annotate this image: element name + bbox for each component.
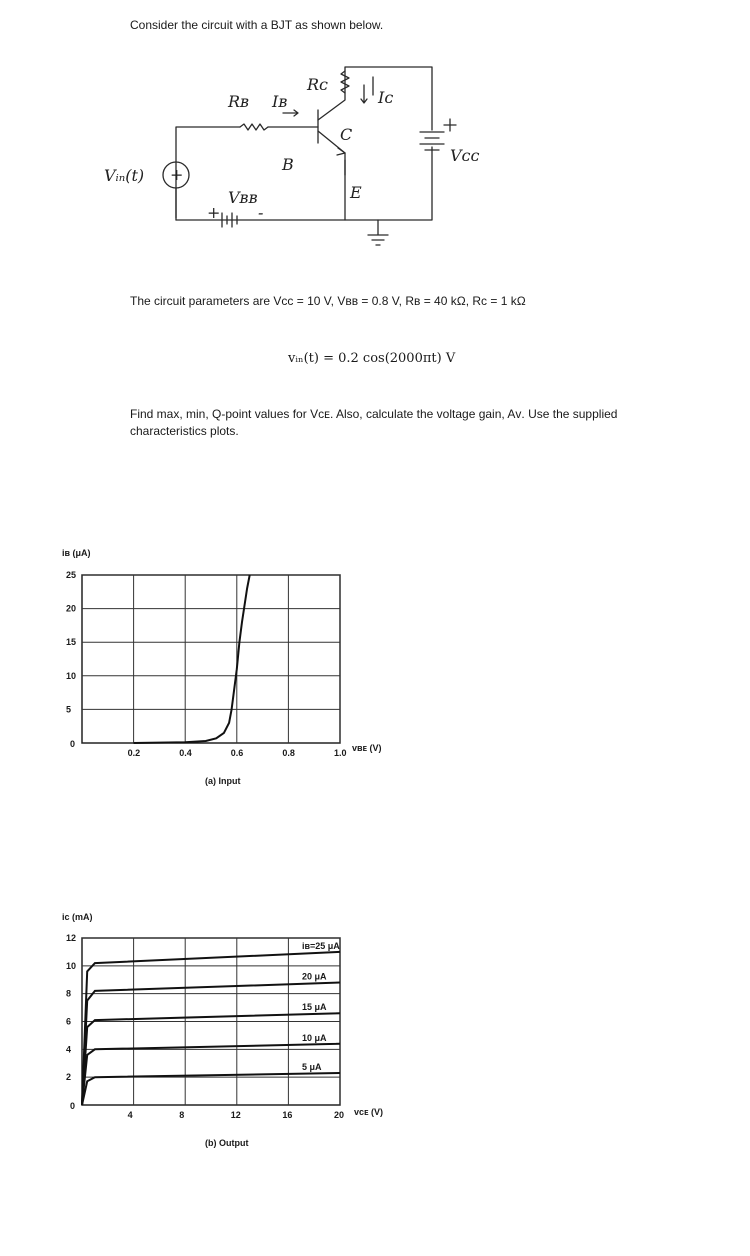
rc-label: Rᴄ — [307, 75, 329, 94]
y-tick-label: 8 — [66, 988, 72, 999]
task-text: Find max, min, Q-point values for Vᴄᴇ. Also, calculate the voltage gain, Aᴠ. Use the supplied characteristics plots. — [130, 407, 618, 438]
series-label: 5 μA — [302, 1061, 322, 1072]
x-tick-label: 1.0 — [334, 748, 347, 758]
base-label: B — [282, 155, 294, 174]
series-label: 15 μA — [302, 1002, 327, 1013]
input-chart-ylabel: iʙ (μA) — [62, 548, 91, 558]
problem-intro: Consider the circuit with a BJT as shown below. — [130, 18, 384, 32]
output-chart-xlabel: vᴄᴇ (V) — [354, 1107, 384, 1117]
input-formula: vᵢₙ(t) = 0.2 cos(2000πt) V — [288, 351, 456, 366]
x-tick-label: 0.8 — [282, 748, 295, 758]
series-label: 20 μA — [302, 971, 327, 982]
series-line — [82, 1013, 340, 1105]
y-tick-label: 5 — [66, 704, 72, 715]
ic-label: Iᴄ — [378, 88, 394, 107]
y-tick-label: 25 — [66, 570, 77, 580]
x-tick-label: 20 — [334, 1110, 345, 1120]
input-chart-title: (a) Input — [205, 776, 241, 786]
ib-label: Iʙ — [272, 92, 288, 111]
series-line — [134, 575, 250, 743]
source-plus-label: + — [170, 165, 184, 184]
circuit-parameters: The circuit parameters are Vᴄᴄ = 10 V, Vʙʙ = 0.8 V, Rʙ = 40 kΩ, Rᴄ = 1 kΩ — [130, 294, 526, 308]
x-tick-label: 4 — [127, 1110, 133, 1120]
y-tick-label: 20 — [66, 603, 77, 614]
vbb-minus-label: - — [258, 203, 264, 222]
origin-label: 0 — [70, 739, 76, 749]
output-chart-title: (b) Output — [205, 1138, 249, 1148]
collector-label: C — [340, 125, 353, 144]
output-characteristic-chart — [0, 905, 750, 1165]
vbb-label: Vʙʙ — [228, 188, 258, 207]
plot-frame — [82, 575, 340, 743]
rb-label: Rʙ — [228, 92, 250, 111]
x-tick-label: 0.2 — [127, 748, 141, 758]
emitter-label: E — [350, 183, 362, 202]
y-tick-label: 12 — [66, 933, 77, 943]
origin-label: 0 — [70, 1101, 76, 1111]
y-tick-label: 15 — [66, 637, 77, 648]
vbb-plus-label: + — [207, 203, 221, 222]
series-label: iʙ=25 μA — [302, 940, 340, 951]
y-tick-label: 2 — [66, 1072, 72, 1083]
input-chart-xlabel: vʙᴇ (V) — [352, 743, 382, 753]
y-tick-label: 6 — [66, 1016, 72, 1027]
y-tick-label: 10 — [66, 960, 77, 971]
x-tick-label: 0.4 — [179, 748, 192, 758]
x-tick-label: 16 — [282, 1110, 293, 1120]
y-tick-label: 10 — [66, 670, 77, 681]
input-characteristic-chart — [0, 540, 750, 800]
x-tick-label: 0.6 — [230, 748, 244, 758]
y-tick-label: 4 — [66, 1044, 72, 1055]
x-tick-label: 12 — [230, 1110, 241, 1120]
vin-label: Vᵢₙ(t) — [104, 166, 145, 185]
series-label: 10 μA — [302, 1032, 327, 1043]
vcc-label: Vᴄᴄ — [450, 146, 480, 165]
output-chart-ylabel: iᴄ (mA) — [62, 912, 93, 922]
x-tick-label: 8 — [179, 1110, 185, 1120]
series-line — [82, 1073, 340, 1105]
